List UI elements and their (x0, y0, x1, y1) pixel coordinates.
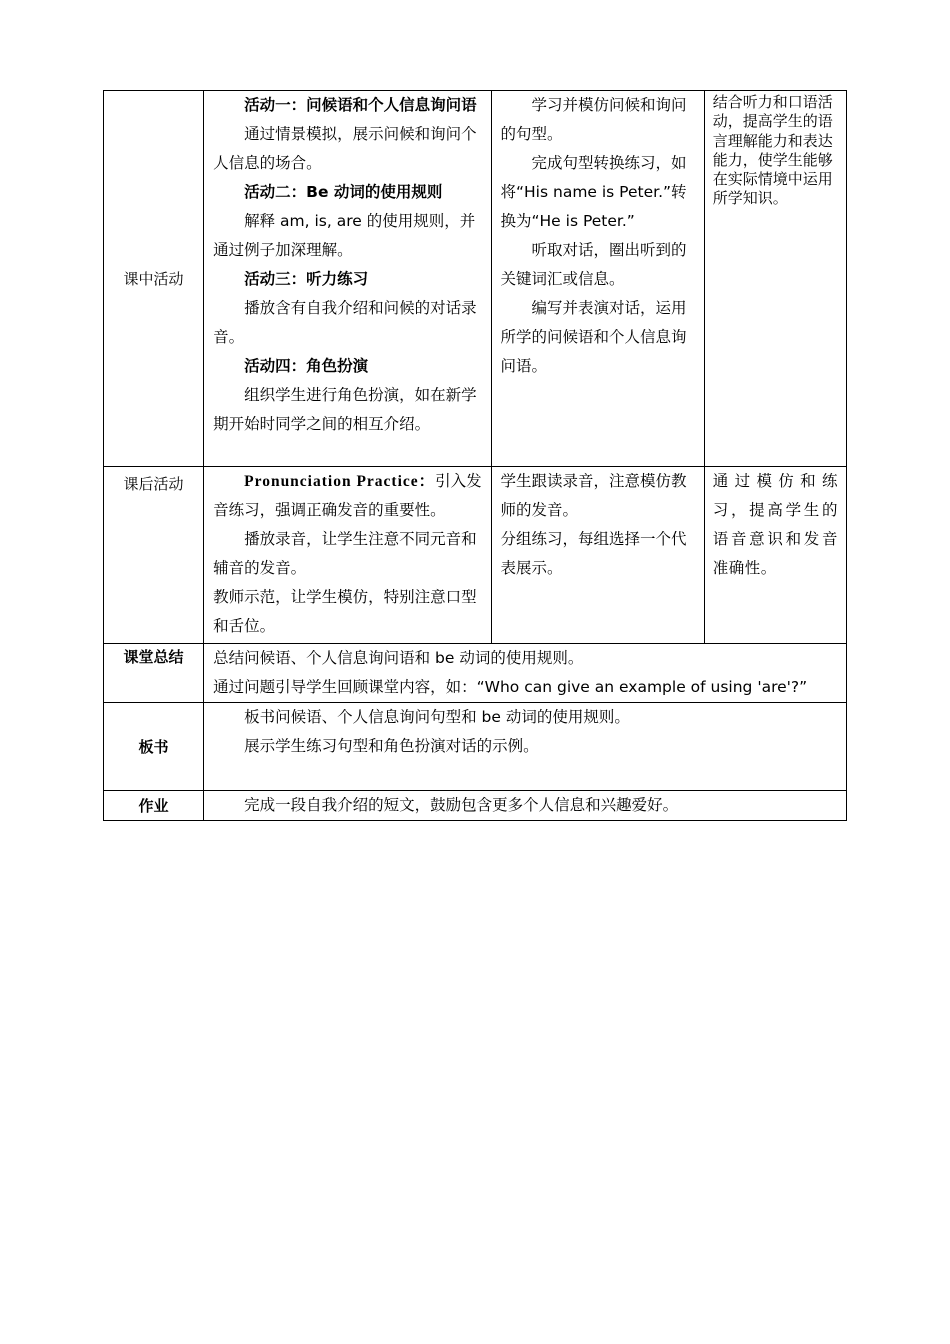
teacher-line: 播放录音，让学生注意不同元音和辅音的发音。 (213, 530, 477, 577)
homework-row (104, 791, 847, 821)
student-line: 学生跟读录音，注意模仿教师的发音。 (500, 472, 687, 519)
homework-cell (204, 791, 847, 821)
board-line: 板书问候语、个人信息询问句型和 be 动词的使用规则。 (244, 708, 630, 726)
in-class-row (104, 91, 847, 467)
after-class-purpose: 通过模仿和练习，提高学生的语音意识和发音准确性。 (712, 472, 838, 577)
student-line: 分组练习，每组选择一个代表展示。 (500, 530, 687, 577)
summary-line: 通过问题引导学生回顾课堂内容，如：“Who can give an example of using 'are'?” (213, 678, 808, 696)
summary-cell (204, 644, 847, 703)
activity-desc: 通过情景模拟，展示问候和询问个人信息的场合。 (213, 125, 477, 172)
activity-title: 活动四：角色扮演 (244, 357, 369, 375)
lesson-plan-table (103, 90, 847, 821)
pronunciation-desc: 引入发音练习，强调正确发音的重要性。 (213, 472, 482, 519)
after-class-row (104, 467, 847, 644)
student-activity: 编写并表演对话，运用所学的问候语和个人信息询问语。 (500, 299, 687, 375)
pronunciation-title: Pronunciation Practice： (244, 473, 436, 490)
in-class-teacher-cell (204, 91, 491, 467)
after-class-purpose-cell (704, 467, 846, 644)
board-label: 板书 (104, 703, 204, 791)
in-class-label: 课中活动 (104, 91, 204, 467)
after-class-student-cell (491, 467, 704, 644)
activity-title: 活动三：听力练习 (244, 270, 369, 288)
teacher-line: 教师示范，让学生模仿，特别注意口型和舌位。 (213, 588, 477, 635)
activity-title: 活动二：Be 动词的使用规则 (244, 183, 443, 201)
summary-row (104, 644, 847, 703)
summary-line: 总结问候语、个人信息询问语和 be 动词的使用规则。 (213, 649, 584, 667)
summary-label: 课堂总结 (104, 644, 204, 703)
in-class-student-cell (491, 91, 704, 467)
in-class-purpose-cell (704, 91, 846, 467)
board-row (104, 703, 847, 791)
activity-desc: 解释 am, is, are 的使用规则，并通过例子加深理解。 (213, 212, 476, 259)
activity-desc: 组织学生进行角色扮演，如在新学期开始时同学之间的相互介绍。 (213, 386, 477, 433)
pronunciation-intro (213, 467, 482, 525)
student-activity: 听取对话，圈出听到的关键词汇或信息。 (500, 241, 687, 288)
homework-text: 完成一段自我介绍的短文，鼓励包含更多个人信息和兴趣爱好。 (244, 796, 679, 814)
activity-desc: 播放含有自我介绍和问候的对话录音。 (213, 299, 477, 346)
in-class-purpose: 结合听力和口语活动，提高学生的语言理解能力和表达能力，使学生能够在实际情境中运用所学知识。 (712, 93, 833, 208)
homework-label: 作业 (104, 791, 204, 821)
activity-title: 活动一：问候语和个人信息询问语 (244, 96, 477, 114)
board-line: 展示学生练习句型和角色扮演对话的示例。 (244, 737, 539, 755)
student-activity: 学习并模仿问候和询问的句型。 (500, 96, 687, 143)
student-activity: 完成句型转换练习，如将“His name is Peter.”转换为“He is Peter.” (500, 154, 687, 230)
after-class-label: 课后活动 (104, 467, 204, 644)
after-class-teacher-cell (204, 467, 491, 644)
board-cell (204, 703, 847, 791)
